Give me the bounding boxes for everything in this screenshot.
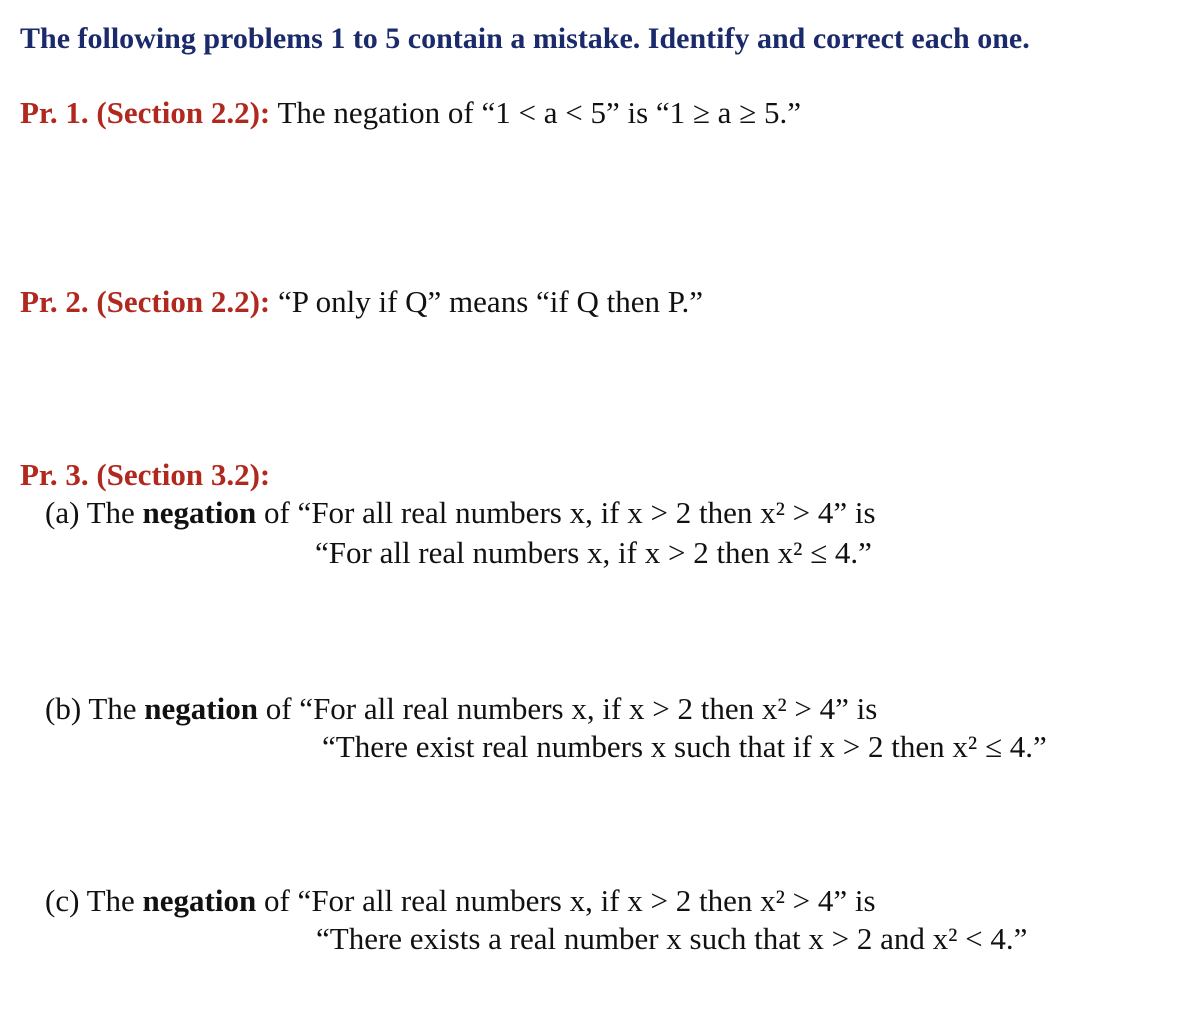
part-a-negation-word: negation bbox=[142, 495, 257, 530]
part-c-negation-word: negation bbox=[142, 883, 257, 918]
part-b-negation-word: negation bbox=[144, 691, 258, 726]
part-a-statement-text: of “For all real numbers x, if x > 2 then x² > 4” is bbox=[263, 495, 876, 530]
problem-1-text: The negation of “1 < a < 5” is “1 ≥ a ≥ 5.” bbox=[277, 95, 801, 130]
problem-2-text: “P only if Q” means “if Q then P.” bbox=[278, 284, 704, 319]
part-a-answer: “For all real numbers x, if x > 2 then x² ≤ 4.” bbox=[315, 535, 872, 570]
problem-3 bbox=[20, 458, 270, 492]
page-heading: The following problems 1 to 5 contain a mistake. Identify and correct each one. bbox=[20, 22, 1030, 55]
part-b-answer: “There exist real numbers x such that if x > 2 then x² ≤ 4.” bbox=[322, 729, 1047, 764]
part-b-prefix: (b) The bbox=[45, 691, 137, 726]
part-b-statement-text: of “For all real numbers x, if x > 2 then x² > 4” is bbox=[265, 691, 878, 726]
part-c-statement-text: of “For all real numbers x, if x > 2 then x² > 4” is bbox=[263, 883, 876, 918]
problem-2 bbox=[20, 285, 703, 319]
part-b-statement bbox=[45, 692, 877, 726]
problem-2-label: Pr. 2. (Section 2.2): bbox=[20, 284, 271, 319]
problem-3-label: Pr. 3. (Section 3.2): bbox=[20, 457, 271, 492]
problem-1 bbox=[20, 96, 801, 130]
part-c-answer: “There exists a real number x such that x > 2 and x² < 4.” bbox=[316, 921, 1028, 956]
part-a-prefix: (a) The bbox=[45, 495, 135, 530]
part-c-prefix: (c) The bbox=[45, 883, 135, 918]
problem-1-label: Pr. 1. (Section 2.2): bbox=[20, 95, 271, 130]
part-c-statement bbox=[45, 884, 876, 918]
part-a-statement bbox=[45, 496, 876, 530]
